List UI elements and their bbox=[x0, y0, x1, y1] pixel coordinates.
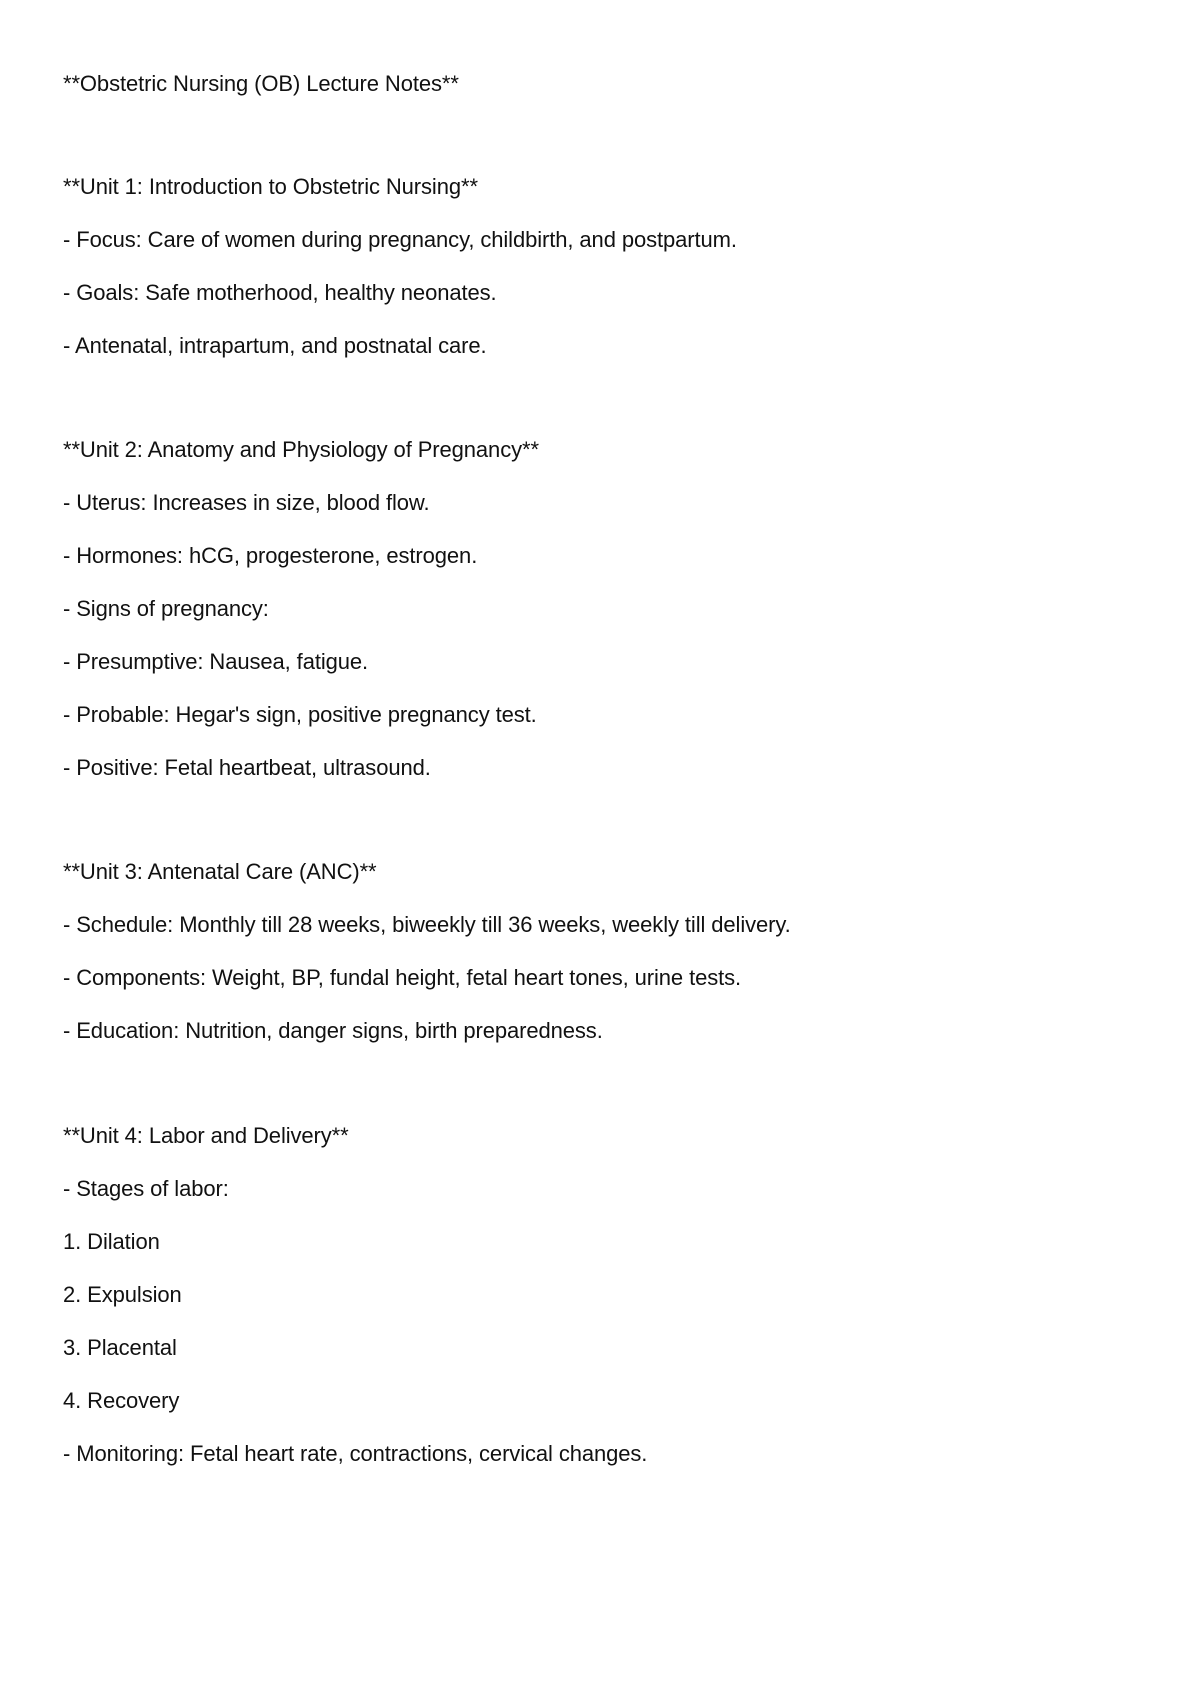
unit-1-line: - Goals: Safe motherhood, healthy neonates. bbox=[63, 280, 497, 305]
unit-3-line: - Schedule: Monthly till 28 weeks, biweekly till 36 weeks, weekly till delivery. bbox=[63, 912, 791, 937]
unit-1-line: - Antenatal, intrapartum, and postnatal care. bbox=[63, 333, 487, 358]
unit-2-line: - Signs of pregnancy: bbox=[63, 596, 269, 621]
unit-4-list-item: 2. Expulsion bbox=[63, 1282, 182, 1307]
unit-2-line: - Uterus: Increases in size, blood flow. bbox=[63, 490, 430, 515]
unit-4-list-item: 1. Dilation bbox=[63, 1229, 160, 1254]
unit-2-heading: **Unit 2: Anatomy and Physiology of Pregnancy** bbox=[63, 437, 539, 462]
unit-1-line: - Focus: Care of women during pregnancy, childbirth, and postpartum. bbox=[63, 227, 737, 252]
unit-4-line: - Stages of labor: bbox=[63, 1176, 229, 1201]
unit-4-heading: **Unit 4: Labor and Delivery** bbox=[63, 1123, 349, 1148]
unit-2-line: - Probable: Hegar's sign, positive pregnancy test. bbox=[63, 702, 537, 727]
unit-2-line: - Positive: Fetal heartbeat, ultrasound. bbox=[63, 755, 431, 780]
unit-2-line: - Presumptive: Nausea, fatigue. bbox=[63, 649, 369, 674]
unit-2-line: - Hormones: hCG, progesterone, estrogen. bbox=[63, 543, 478, 568]
unit-3-heading: **Unit 3: Antenatal Care (ANC)** bbox=[63, 859, 377, 884]
unit-3-line: - Education: Nutrition, danger signs, birth preparedness. bbox=[63, 1018, 603, 1043]
unit-4-line: - Monitoring: Fetal heart rate, contractions, cervical changes. bbox=[63, 1441, 648, 1466]
unit-4-list-item: 4. Recovery bbox=[63, 1388, 180, 1413]
unit-3-line: - Components: Weight, BP, fundal height, fetal heart tones, urine tests. bbox=[63, 965, 742, 990]
unit-1-heading: **Unit 1: Introduction to Obstetric Nursing** bbox=[63, 174, 478, 199]
unit-4-list-item: 3. Placental bbox=[63, 1335, 177, 1360]
document-title: **Obstetric Nursing (OB) Lecture Notes** bbox=[63, 71, 459, 96]
